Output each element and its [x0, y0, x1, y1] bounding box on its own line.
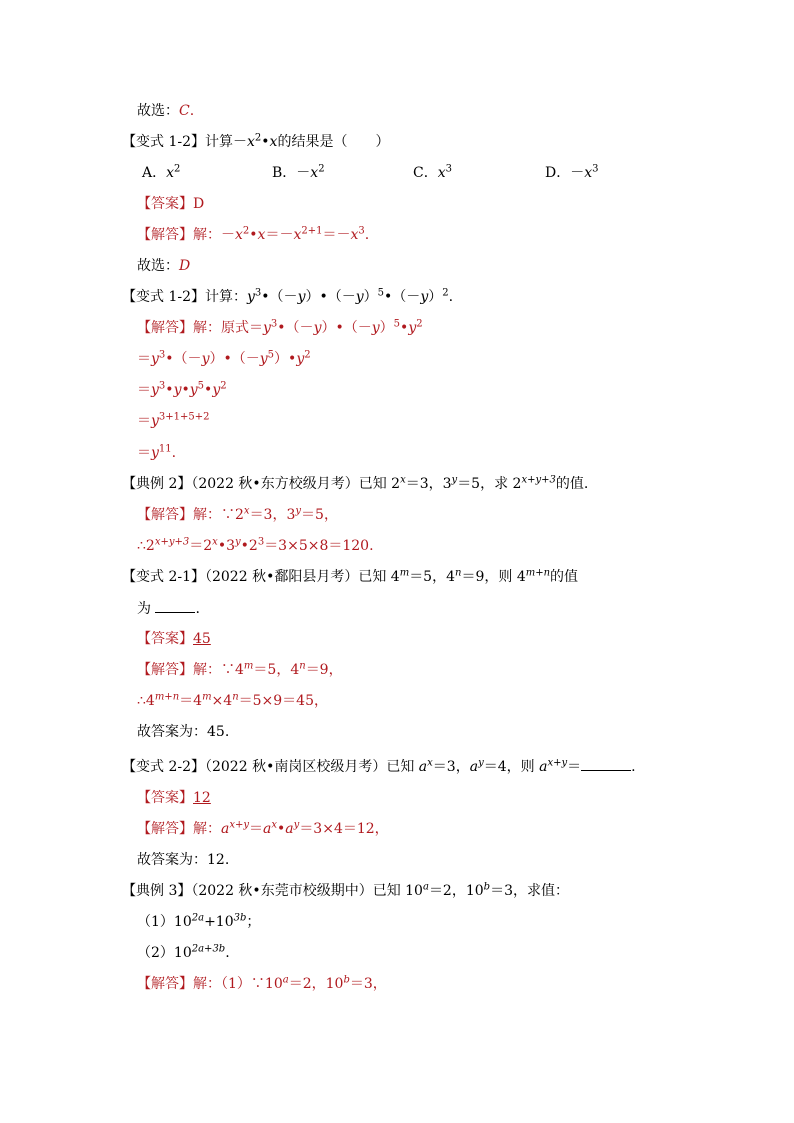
text-run: 解：∵2 — [193, 507, 244, 523]
superscript: 2 — [442, 287, 449, 299]
text-run: ＝ — [249, 821, 264, 837]
superscript: b — [343, 974, 350, 986]
text-run: B．－ — [272, 165, 311, 181]
superscript: 2a+3b — [191, 943, 226, 955]
text-run: ＝4，则 — [483, 759, 540, 775]
variant-1-2b-question — [122, 287, 453, 307]
option-d — [545, 163, 599, 183]
superscript: 3+1+5+2 — [158, 411, 210, 423]
superscript: 3 — [592, 163, 599, 175]
superscript: x+y+3 — [521, 474, 556, 486]
text-run: ＝2，10 — [428, 883, 484, 899]
text-run: 【解答】 — [137, 662, 193, 678]
superscript: y — [478, 757, 484, 769]
text-run: y — [313, 320, 322, 336]
text-run: y — [408, 320, 417, 336]
superscript: a — [422, 881, 429, 893]
solution-step — [137, 411, 210, 431]
superscript: 2 — [304, 349, 311, 361]
line-choice-c — [137, 101, 194, 121]
text-run: y — [297, 289, 306, 305]
solution-step — [137, 380, 227, 400]
text-run: x — [584, 165, 593, 181]
text-run: 【解答】 — [137, 320, 193, 336]
superscript: 2 — [242, 225, 250, 237]
text-run: 【典例 3】（2022 秋•东莞市校级期中）已知 10 — [122, 883, 423, 899]
text-run: x — [269, 134, 278, 150]
text-run: ＝ — [137, 445, 151, 461]
text-run: ＝－ — [265, 227, 294, 243]
text-run: •（－ — [261, 289, 298, 305]
superscript: n — [455, 567, 462, 579]
text-run: a — [221, 821, 230, 837]
text-run: y — [201, 351, 210, 367]
text-run: ＝5，4 — [253, 662, 300, 678]
text-run: ）• — [274, 351, 297, 367]
text-run: 【解答】 — [137, 976, 193, 992]
text-run: ×4 — [211, 693, 233, 709]
text-run: y — [247, 289, 255, 305]
superscript: y — [234, 536, 241, 548]
superscript: 3 — [270, 318, 278, 330]
text-run: a — [418, 759, 428, 775]
text-run: • — [204, 382, 213, 398]
text-run: a — [285, 821, 294, 837]
text-run: ＝3， — [432, 759, 470, 775]
text-run: 解： — [193, 821, 221, 837]
text-run: ； — [246, 914, 261, 930]
text-run: ）•（－ — [321, 320, 372, 336]
text-run: 45 — [193, 631, 211, 647]
text-run: y — [420, 289, 429, 305]
superscript: y — [451, 474, 458, 486]
text-run: x — [310, 165, 319, 181]
text-run: x — [293, 227, 302, 243]
superscript: y — [295, 505, 302, 517]
superscript: m+n — [154, 691, 180, 703]
text-run: C — [179, 103, 190, 119]
text-run: •（－ — [165, 351, 202, 367]
text-run: D — [193, 196, 205, 212]
superscript: 3 — [254, 287, 262, 299]
text-run: 解：∵4 — [193, 662, 244, 678]
text-run: D．－ — [545, 165, 585, 181]
superscript: 2 — [254, 132, 262, 144]
text-run: ）•（－ — [209, 351, 260, 367]
text-run: ∴2 — [137, 538, 155, 554]
superscript: a — [282, 974, 289, 986]
answer-blank — [155, 598, 195, 613]
text-run: 故答案为：12. — [137, 852, 230, 868]
text-run: 的值 — [550, 569, 579, 585]
text-run: ＝ — [137, 351, 151, 367]
text-run: ＝9， — [305, 662, 343, 678]
text-run: ＝3，求值： — [490, 883, 569, 899]
example-2-question — [122, 474, 588, 494]
solution-line — [137, 819, 389, 839]
text-run: ＝2，10 — [288, 976, 344, 992]
final-answer — [137, 850, 229, 870]
superscript: 3 — [158, 380, 166, 392]
superscript: 3 — [257, 536, 265, 548]
text-run: ＝－ — [322, 227, 351, 243]
text-run: y — [259, 351, 268, 367]
text-run: +10 — [204, 914, 234, 930]
sub-question-1 — [137, 912, 260, 932]
variant-2-2-question — [122, 756, 636, 777]
answer-12 — [137, 788, 211, 808]
text-run: 【答案】 — [137, 631, 193, 647]
text-run: 【答案】 — [137, 196, 193, 212]
superscript: 5 — [267, 349, 275, 361]
superscript: 3 — [358, 225, 365, 237]
text-run: y — [296, 351, 305, 367]
superscript: 3 — [158, 349, 166, 361]
variant-2-1-question — [122, 567, 578, 587]
text-run: y — [151, 351, 159, 367]
solution-step — [137, 691, 328, 711]
text-run: － — [221, 227, 235, 243]
superscript: m+n — [525, 567, 551, 579]
text-run: • — [165, 382, 174, 398]
text-run: ＝ — [137, 382, 151, 398]
text-run: ＝9，则 4 — [461, 569, 526, 585]
text-run: ＝ — [567, 759, 582, 775]
solution-line — [137, 318, 423, 338]
text-run: ） — [379, 320, 394, 336]
text-run: （1）10 — [137, 914, 192, 930]
text-run: 故选： — [137, 258, 179, 274]
superscript: n — [299, 660, 306, 672]
text-run: 【变式 2-1】（2022 秋•鄱阳县月考）已知 4 — [122, 569, 400, 585]
solution-step — [137, 443, 176, 463]
solution-line — [137, 660, 343, 680]
line-choice-d — [137, 256, 190, 276]
superscript: x — [427, 757, 433, 769]
text-run: C． — [413, 165, 438, 181]
text-run: D — [179, 258, 191, 274]
option-c — [413, 163, 452, 183]
superscript: x+y — [229, 819, 250, 831]
answer-45 — [137, 629, 211, 649]
text-run: ＝5，求 2 — [457, 476, 522, 492]
text-run: •3 — [217, 538, 235, 554]
text-run: ＝3， — [349, 976, 387, 992]
text-run: y — [173, 382, 182, 398]
final-answer — [137, 722, 229, 742]
text-run: ＝5，4 — [409, 569, 456, 585]
text-run: 的结果是（ ） — [277, 134, 390, 150]
text-run: 【典例 2】（2022 秋•东方校级月考）已知 2 — [122, 476, 401, 492]
text-run: y — [151, 445, 159, 461]
variant-1-2-question — [122, 132, 389, 152]
superscript: 5 — [393, 318, 401, 330]
superscript: 11 — [158, 443, 172, 455]
text-run: • — [400, 320, 409, 336]
text-run: y — [355, 289, 364, 305]
superscript: n — [232, 691, 239, 703]
text-run: 故答案为：45. — [137, 724, 230, 740]
text-run: a — [263, 821, 272, 837]
text-run: y — [263, 320, 271, 336]
text-run: •（－ — [277, 320, 314, 336]
text-run: • — [249, 227, 258, 243]
text-run: x — [437, 165, 446, 181]
text-run: ） — [363, 289, 378, 305]
solution-step — [137, 349, 311, 369]
superscript: y — [293, 819, 300, 831]
text-run: 【变式 2-2】（2022 秋•南岗区校级月考）已知 — [122, 759, 419, 775]
superscript: b — [483, 881, 491, 893]
text-run: ＝3×5×8＝120. — [264, 538, 374, 554]
text-run: 【解答】 — [137, 227, 193, 243]
superscript: 5 — [197, 380, 205, 392]
text-run: y — [371, 320, 380, 336]
text-run: 12 — [193, 790, 211, 806]
text-run: ＝2 — [189, 538, 213, 554]
text-run: 【答案】 — [137, 790, 193, 806]
text-run: . — [171, 445, 177, 461]
superscript: 2 — [416, 318, 423, 330]
superscript: 2+1 — [301, 225, 323, 237]
superscript: x — [212, 536, 218, 548]
superscript: x — [271, 819, 278, 831]
text-run: 解：原式＝ — [193, 320, 263, 336]
text-run: ＝ — [137, 413, 151, 429]
text-run: ＝5， — [301, 507, 338, 523]
text-run: ＝3，3 — [405, 476, 452, 492]
superscript: x+y+3 — [154, 536, 190, 548]
text-run: . — [195, 601, 200, 617]
text-run: 【解答】 — [137, 821, 193, 837]
text-run: y — [151, 413, 159, 429]
superscript: 5 — [377, 287, 385, 299]
text-run: 【变式 1-2】计算－ — [122, 134, 247, 150]
text-run: ） — [428, 289, 443, 305]
text-run: A． — [142, 165, 167, 181]
text-run: x — [350, 227, 359, 243]
text-run: ＝3，3 — [249, 507, 296, 523]
option-b — [272, 163, 325, 183]
superscript: m — [243, 660, 254, 672]
text-run: • — [181, 382, 190, 398]
text-run: 故选： — [137, 103, 179, 119]
text-run: x — [166, 165, 175, 181]
text-run: ＝5×9＝45， — [238, 693, 328, 709]
text-run: 【变式 1-2】计算： — [122, 289, 247, 305]
text-run: •（－ — [384, 289, 421, 305]
text-run: 为 — [137, 601, 156, 617]
superscript: m — [202, 691, 212, 703]
text-run: . — [448, 289, 454, 305]
option-a — [142, 163, 180, 183]
solution-line — [137, 225, 369, 245]
example-3-question — [122, 881, 569, 901]
text-run: • — [277, 821, 286, 837]
text-run: x — [257, 227, 266, 243]
text-run: • — [261, 134, 270, 150]
solution-step — [137, 536, 374, 556]
text-run: a — [469, 759, 479, 775]
sub-question-2 — [137, 943, 230, 963]
text-run: x — [247, 134, 255, 150]
superscript: 2 — [174, 163, 181, 175]
text-run: y — [212, 382, 221, 398]
superscript: m — [399, 567, 410, 579]
text-run: 解： — [193, 227, 221, 243]
superscript: 2 — [318, 163, 325, 175]
text-run: 【解答】 — [137, 507, 193, 523]
superscript: x — [243, 505, 250, 517]
text-run: a — [539, 759, 548, 775]
text-run: （2）10 — [137, 945, 192, 961]
answer-blank — [581, 756, 631, 771]
text-run: . — [189, 103, 195, 119]
superscript: x — [400, 474, 406, 486]
text-run: y — [151, 382, 159, 398]
text-run: . — [225, 945, 230, 961]
text-run: . — [364, 227, 370, 243]
text-run: ＝4 — [179, 693, 203, 709]
text-run: ＝3×4＝12， — [299, 821, 389, 837]
variant-2-1-blank — [137, 598, 200, 619]
text-run: ∴4 — [137, 693, 155, 709]
text-run: •2 — [240, 538, 258, 554]
text-run: 的值. — [555, 476, 589, 492]
text-run: x — [235, 227, 243, 243]
text-run: y — [189, 382, 198, 398]
superscript: 2a — [191, 912, 205, 924]
text-run: . — [631, 759, 636, 775]
text-run: ）•（－ — [305, 289, 356, 305]
solution-line — [137, 974, 387, 994]
superscript: 3 — [445, 163, 452, 175]
text-run: 解：（1）∵10 — [193, 976, 283, 992]
answer-d — [137, 194, 204, 214]
superscript: x+y — [547, 757, 568, 769]
superscript: 2 — [220, 380, 227, 392]
solution-line — [137, 505, 338, 525]
superscript: 3b — [233, 912, 247, 924]
